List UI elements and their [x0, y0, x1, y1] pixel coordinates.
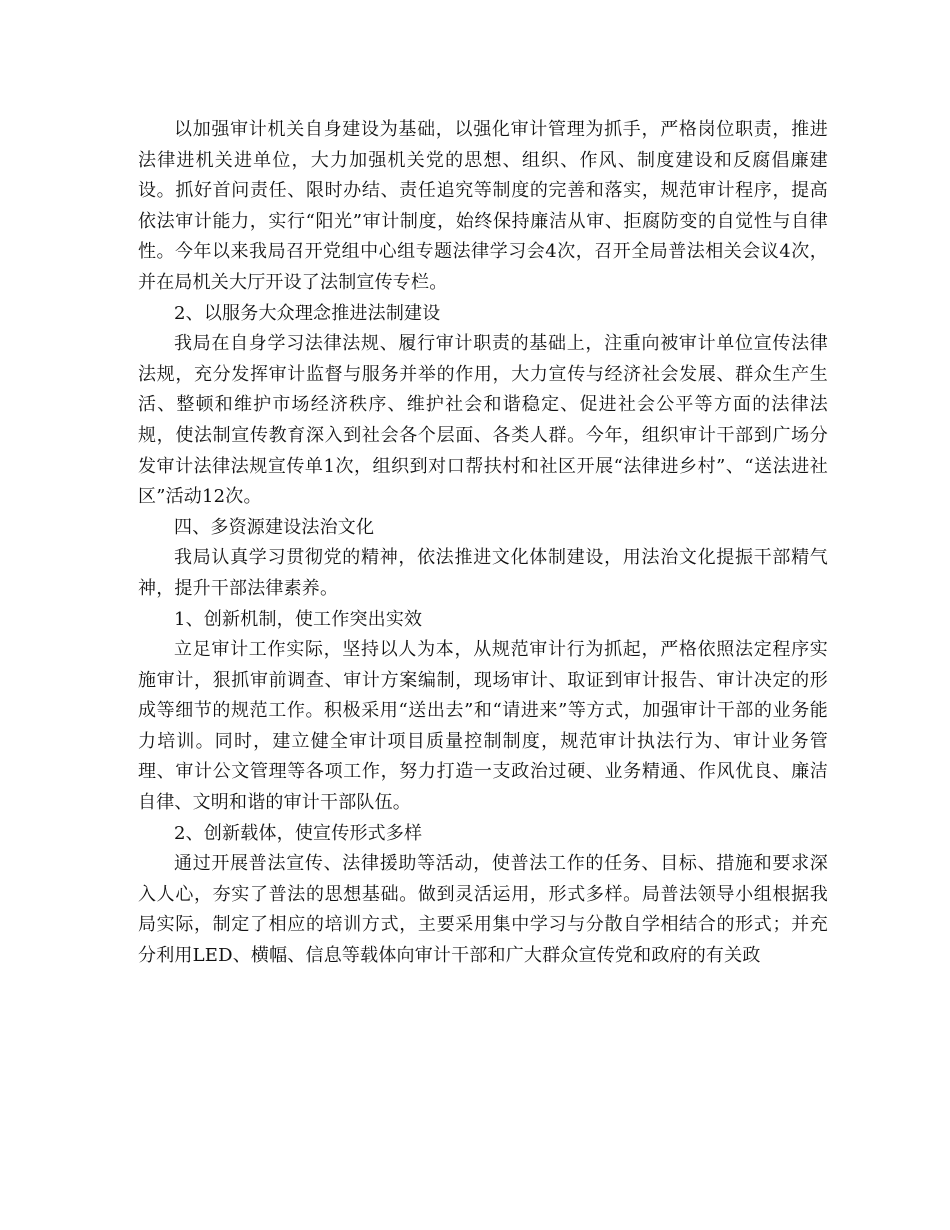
section-heading: 四、多资源建设法治文化: [174, 516, 375, 538]
body-paragraph: 通过开展普法宣传、法律援助等活动，使普法工作的任务、目标、措施和要求深入人心，夯实了普法的思想基础。做到灵活运用，形式多样。局普法领导小组根据我局实际，制定了相应的培训方式，主要采用集中学习与分散自学相结合的形式；并充分利用LED、横幅、信息等载体向审计干部和广大群众宣传党和政府的有关政: [138, 853, 828, 967]
section-heading: 1、创新机制，使工作突出实效: [174, 608, 423, 630]
body-paragraph: 我局在自身学习法律法规、履行审计职责的基础上，注重向被审计单位宣传法律法规，充分发挥审计监督与服务并举的作用，大力宣传与经济社会发展、群众生产生活、整顿和维护市场经济秩序、维护社会和谐稳定、促进社会公平等方面的法律法规，使法制宣传教育深入到社会各个层面、各类人群。今年，组织审计干部到广场分发审计法律法规宣传单1次，组织到对口帮扶村和社区开展“法律进乡村”、“送法进社区”活动12次。: [138, 333, 828, 508]
section-heading: 2、创新载体，使宣传形式多样: [174, 822, 423, 844]
section-heading: 2、以服务大众理念推进法制建设: [174, 302, 441, 324]
body-paragraph: 以加强审计机关自身建设为基础，以强化审计管理为抓手，严格岗位职责，推进法律进机关进单位，大力加强机关党的思想、组织、作风、制度建设和反腐倡廉建设。抓好首问责任、限时办结、责任追究等制度的完善和落实，规范审计程序，提高依法审计能力，实行“阳光”审计制度，始终保持廉洁从审、拒腐防变的自觉性与自律性。今年以来我局召开党组中心组专题法律学习会4次，召开全局普法相关会议4次，并在局机关大厅开设了法制宣传专栏。: [138, 119, 828, 293]
body-paragraph: 立足审计工作实际，坚持以人为本，从规范审计行为抓起，严格依照法定程序实施审计，狠抓审前调查、审计方案编制，现场审计、取证到审计报告、审计决定的形成等细节的规范工作。积极采用“送出去”和“请进来”等方式，加强审计干部的业务能力培训。同时，建立健全审计项目质量控制制度，规范审计执法行为、审计业务管理、审计公文管理等各项工作，努力打造一支政治过硬、业务精通、作风优良、廉洁自律、文明和谐的审计干部队伍。: [138, 639, 828, 814]
document-body: [138, 115, 828, 972]
body-paragraph: 我局认真学习贯彻党的精神，依法推进文化体制建设，用法治文化提振干部精气神，提升干部法律素养。: [138, 547, 828, 599]
